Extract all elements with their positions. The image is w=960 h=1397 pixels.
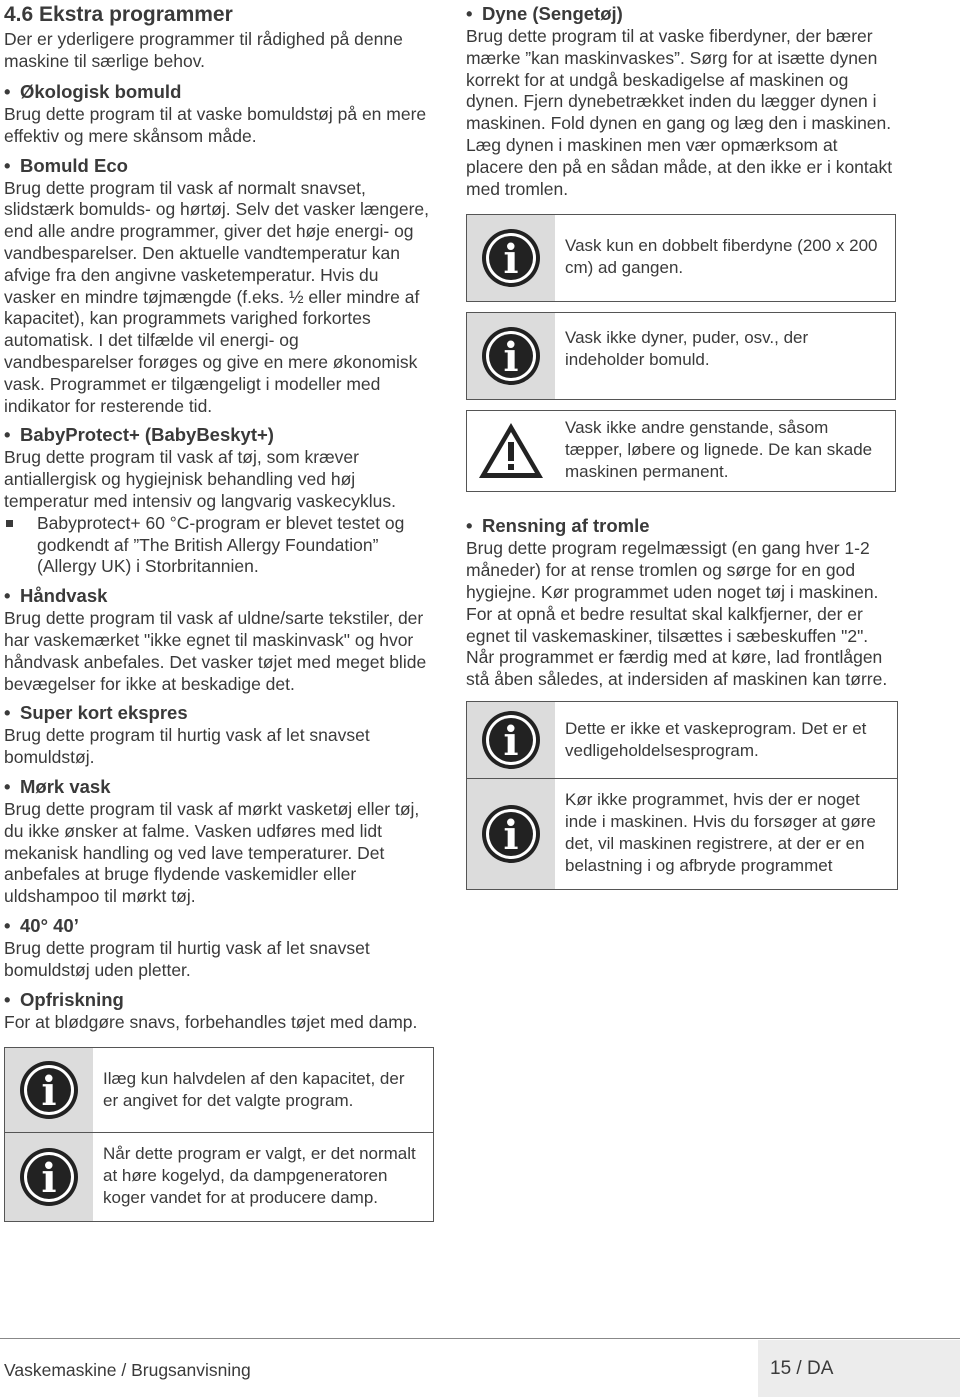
note-text: Vask ikke andre genstande, såsom tæpper, løbere og lignede. De kan skade maskinen permanent. — [565, 418, 873, 482]
right-column — [466, 2, 896, 890]
program-okologisk-bomuld — [4, 80, 432, 148]
program-title: Bomuld Eco — [20, 154, 128, 176]
svg-text:i: i — [503, 236, 519, 284]
note-box — [466, 410, 896, 492]
program-title: Opfriskning — [20, 988, 124, 1010]
note-row — [467, 702, 897, 779]
page-number: 15 / DA — [770, 1358, 834, 1379]
section-intro: Der er yderligere programmer til rådighed på denne maskine til særlige behov. — [4, 29, 403, 71]
program-title: Mørk vask — [20, 775, 111, 797]
program-title: Økologisk bomuld — [20, 81, 182, 102]
program-40-40 — [4, 914, 432, 982]
program-body: Brug dette program til vask af tøj, som kræver antiallergisk og hygiejnisk behandling ved høj temperatur med intensiv og langvarig vaskecyklus. — [4, 447, 396, 511]
program-mork-vask — [4, 775, 432, 908]
note-text: Kør ikke programmet, hvis der er noget inde i maskinen. Hvis du forsøger at gøre det, vil maskinen registrere, at der er en belastning i og afbryde programmet — [565, 789, 876, 875]
note-text: Dette er ikke et vaskeprogram. Det er et vedligeholdelsesprogram. — [565, 718, 867, 760]
note-row — [5, 1133, 433, 1221]
note-row — [5, 1048, 433, 1133]
info-icon — [481, 710, 541, 770]
program-body: For at blødgøre snavs, forbehandles tøjet med damp. — [4, 1011, 418, 1032]
note-row — [467, 779, 897, 889]
opfriskning-notes — [4, 1047, 434, 1222]
svg-text:i: i — [41, 1155, 57, 1203]
info-icon — [19, 1147, 79, 1207]
program-body: Brug dette program til vask af mørkt vasketøj eller tøj, du ikke ønsker at falme. Vasken udføres med lidt mekanisk handling og ved lave temperaturer. Det anbefales at bruge flydende vaskemidler eller uldshampoo til mørkt tøj. — [4, 798, 420, 907]
program-super-kort-ekspres — [4, 701, 432, 769]
program-title: Håndvask — [20, 585, 108, 607]
program-body: Brug dette program regelmæssigt (en gang hver 1-2 måneder) for at rense tromlen og sørge for en god hygiejne. Kør programmet uden noget tøj i maskinen. For at opnå et bedre resultat skal kalkfjerner, der er egnet til vaskemaskiner, tilsættes i sæbeskuffen "2". Når programmet er færdig med at køre, lad frontlågen stå åben således, at indersiden af maskinen kan tørre. — [466, 538, 888, 690]
program-body: Brug dette program til hurtig vask af let snavset bomuldstøj uden pletter. — [4, 937, 370, 980]
section-title: 4.6 Ekstra programmer — [4, 3, 233, 26]
warning-icon — [476, 420, 546, 482]
program-body: Brug dette program til at vaske fiberdyner, der bærer mærke ”kan maskinvaskes”. Sørg for at isætte dynen korrekt for at undgå beskadigelse af maskinen og dynen. Fjern dynebetrækket inden du lægger dynen i maskinen. Fold dynen en gang og læg den i maskinen. Læg dynen i maskinen men vær opmærksom at placere den på en sådan måde, at den ikke er i kontakt med tromlen. — [466, 26, 893, 199]
bullet-dot: • — [4, 585, 11, 607]
program-title: Dyne (Sengetøj) — [482, 3, 623, 24]
program-title: BabyProtect+ (BabyBeskyt+) — [20, 424, 274, 446]
info-icon — [481, 804, 541, 864]
program-body: Brug dette program til at vaske bomuldstøj på en mere effektiv og mere skånsom måde. — [4, 104, 427, 146]
left-column — [4, 2, 432, 1222]
program-title: 40° 40’ — [20, 914, 79, 936]
note-text: Når dette program er valgt, er det normalt at høre kogelyd, da dampgeneratoren koger vandet for at producere damp. — [103, 1144, 416, 1208]
program-body: Brug dette program til vask af uldne/sarte tekstiler, der har vaskemærket "ikke egnet til maskinvask" og hvor håndvask anbefales. Det vasker tøjet med meget blide bevægelser for ikke at beskadige det. — [4, 608, 427, 694]
program-rensning-af-tromle — [466, 514, 896, 691]
program-bomuld-eco — [4, 154, 432, 418]
bullet-dot: • — [4, 81, 11, 102]
info-icon — [19, 1060, 79, 1120]
program-babyprotect — [4, 423, 432, 578]
program-dyne — [466, 2, 896, 200]
bullet-dot: • — [466, 515, 473, 537]
info-icon — [481, 228, 541, 288]
program-title: Super kort ekspres — [20, 702, 188, 724]
bullet-dot: • — [4, 702, 11, 724]
note-text: Vask ikke dyner, puder, osv., der indeholder bomuld. — [565, 328, 809, 370]
footer-divider — [0, 1338, 960, 1339]
footer-title: Vaskemaskine / Brugsanvisning — [4, 1360, 251, 1380]
note-box — [466, 312, 896, 400]
program-body: Brug dette program til hurtig vask af let snavset bomuldstøj. — [4, 725, 370, 768]
bullet-dot: • — [4, 424, 11, 446]
svg-text:i: i — [503, 334, 519, 382]
sub-bullet-text: Babyprotect+ 60 °C-program er blevet testet og godkendt af ”The British Allergy Foundation” (Allergy UK) i Storbritannien. — [37, 512, 405, 577]
program-opfriskning — [4, 988, 432, 1034]
svg-text:i: i — [503, 717, 519, 765]
svg-text:i: i — [503, 811, 519, 859]
bullet-dot: • — [4, 154, 11, 176]
program-title: Rensning af tromle — [482, 515, 650, 537]
sub-bullet — [4, 513, 432, 578]
note-text: Vask kun en dobbelt fiberdyne (200 x 200 cm) ad gangen. — [565, 236, 878, 278]
info-icon — [481, 326, 541, 386]
program-handvask — [4, 584, 432, 695]
bullet-dot: • — [4, 775, 11, 797]
bullet-dot: • — [4, 914, 11, 936]
svg-text:i: i — [41, 1068, 57, 1116]
note-text: Ilæg kun halvdelen af den kapacitet, der er angivet for det valgte program. — [103, 1069, 405, 1111]
square-bullet-icon — [6, 520, 13, 527]
note-box — [466, 214, 896, 302]
bullet-dot: • — [4, 988, 11, 1010]
bullet-dot: • — [466, 3, 473, 24]
rensning-notes — [466, 701, 898, 890]
program-body: Brug dette program til vask af normalt snavset, slidstærk bomulds- og hørtøj. Selv det vasker længere, end alle andre programmer, giver det høje energi- og vandbesparelser. Den aktuelle vandtemperatur kan afvige fra den angivne vasketemperatur. Hvis du vasker en mindre tøjmængde (f.eks. ½ eller mindre af kapacitet), kan programmets varighed forkortes automatisk. I det tilfælde vil energi- og vandbesparelser forøges og give en mere økonomisk vask. Programmet er tilgængeligt i modeller med indikator for resterende tid. — [4, 177, 430, 416]
